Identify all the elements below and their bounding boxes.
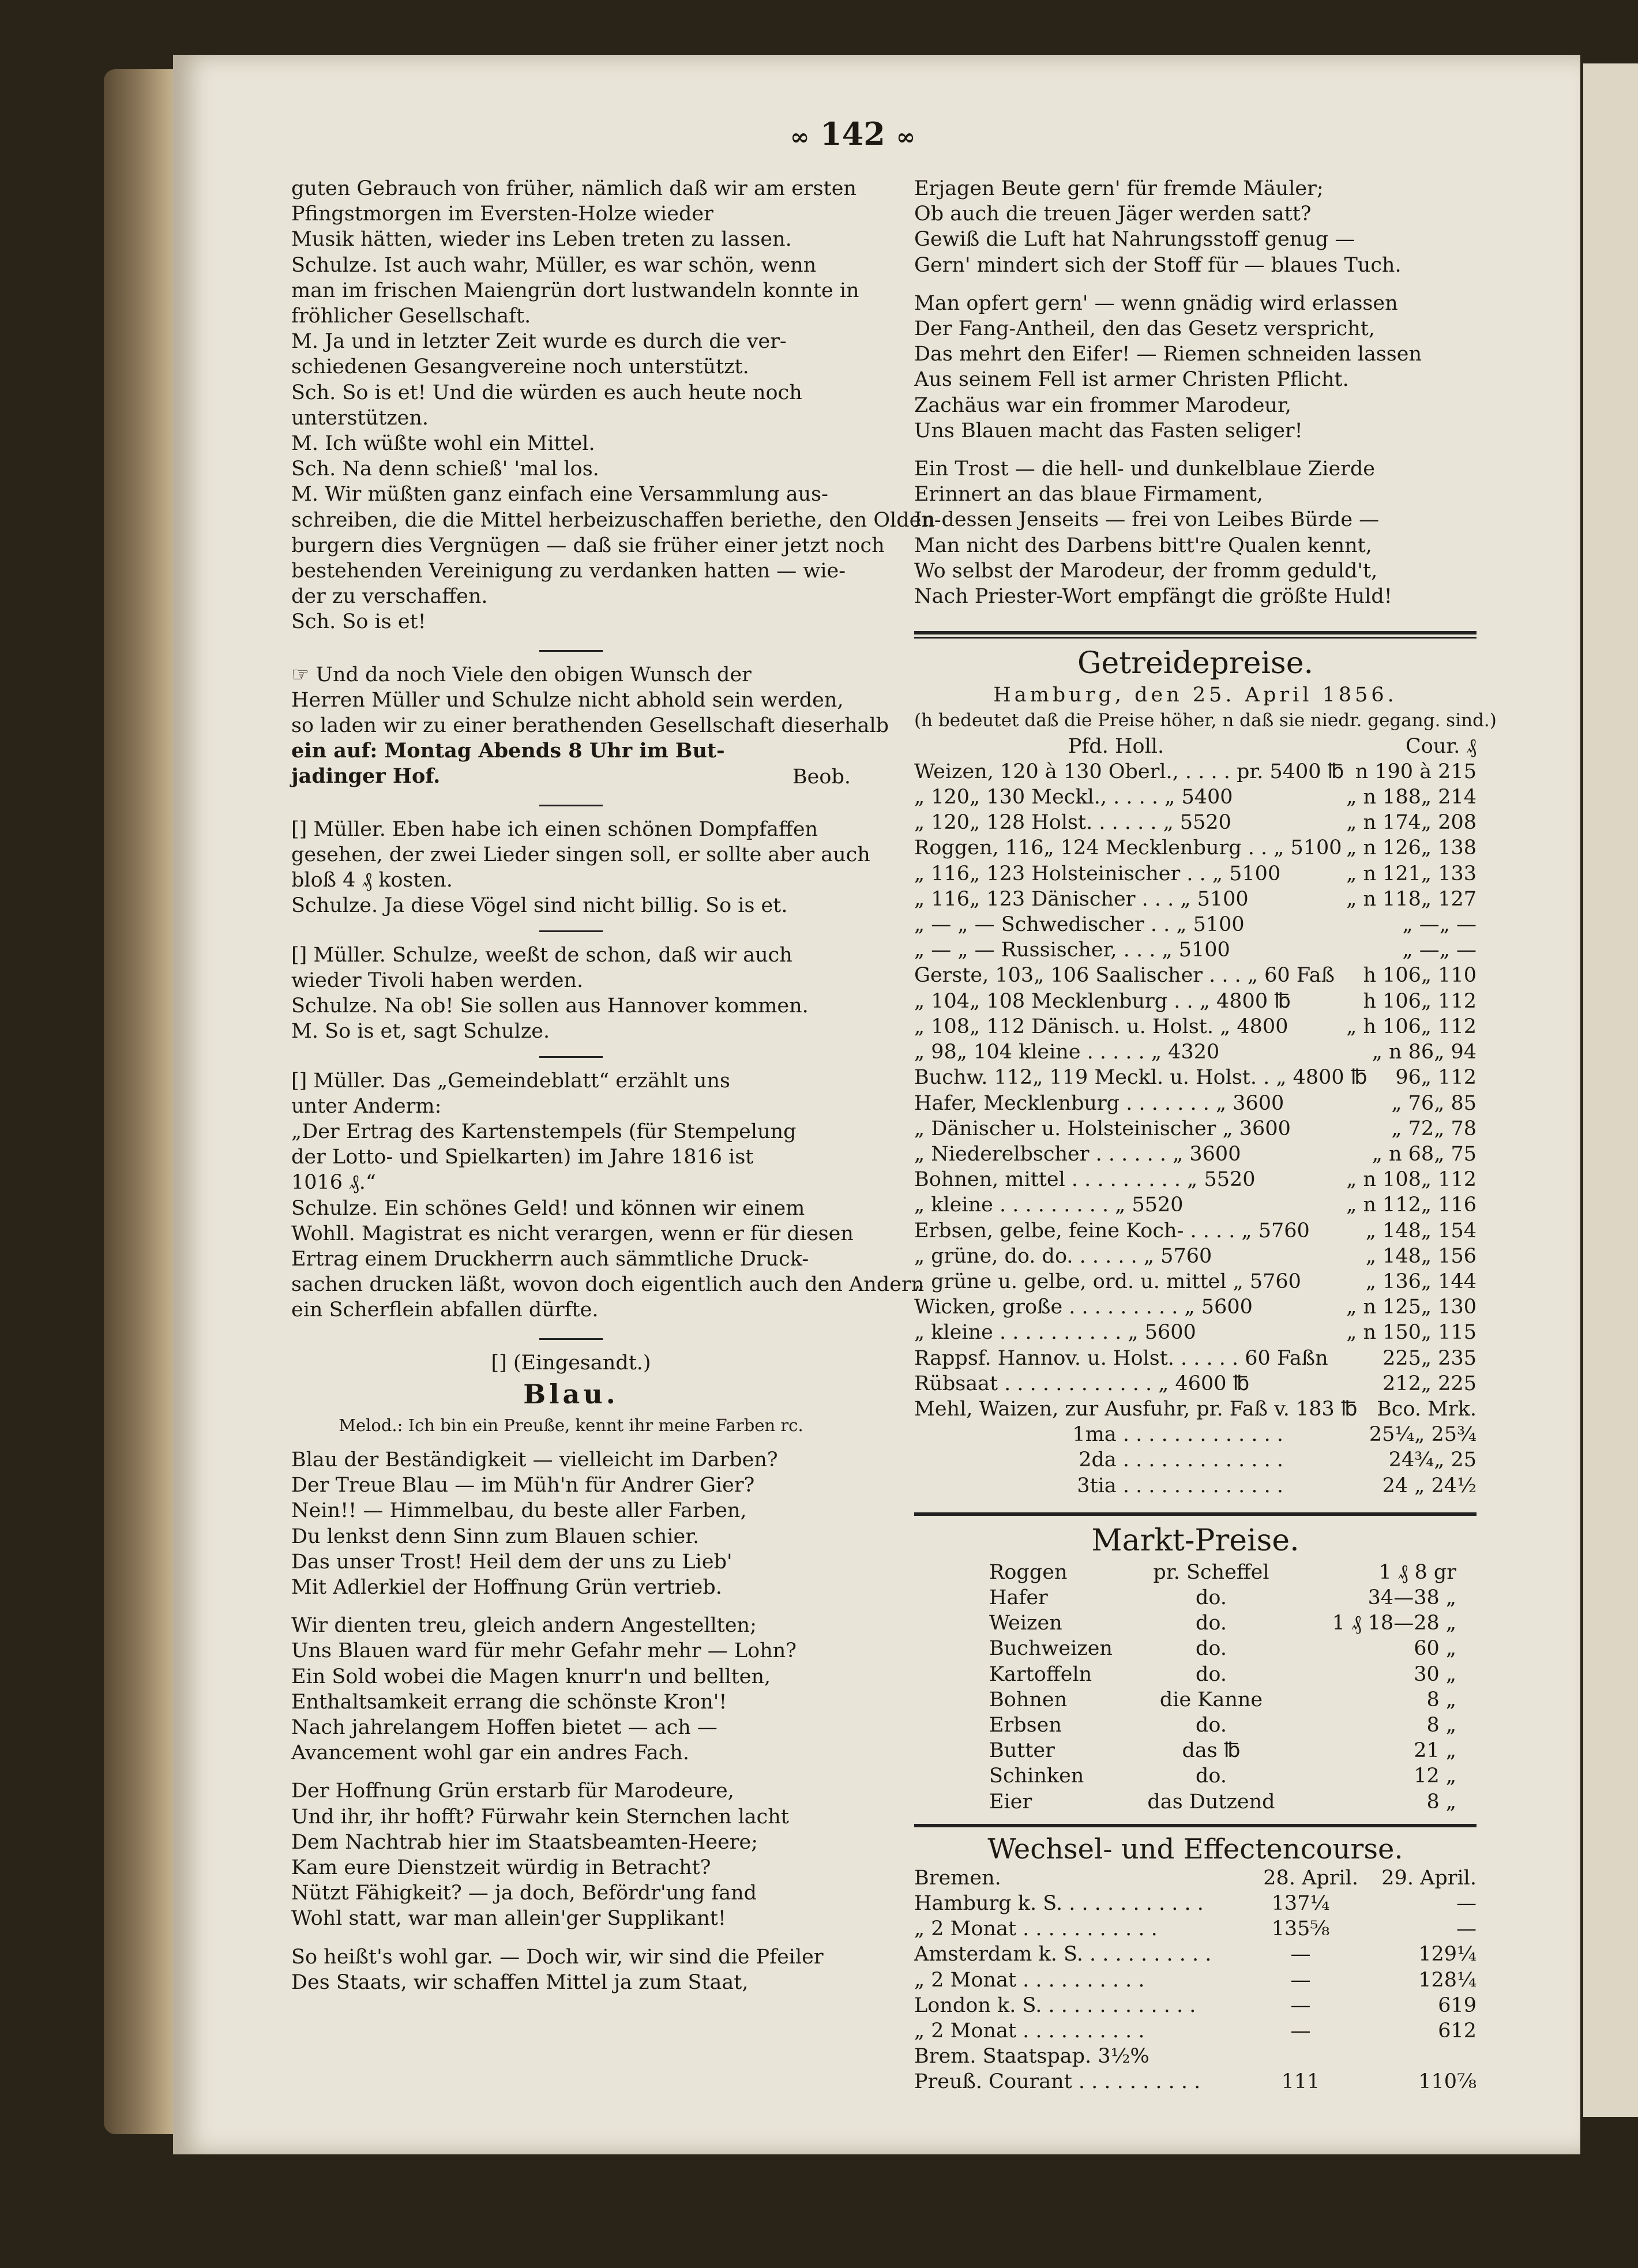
market-row-cell: Weizen	[989, 1612, 1062, 1635]
exchange-row-cell: Brem. Staatspap. 3½%	[914, 2045, 1149, 2068]
notice-line: ☞ Und da noch Viele den obigen Wunsch der	[291, 663, 752, 686]
dialog-line: [] Müller. Eben habe ich einen schönen Dompfaffen	[291, 817, 818, 841]
exchange-row-cell: 110⅞	[1418, 2070, 1477, 2094]
grain-row-cell: „ 116„ 123 Holsteinischer . . „ 5100	[914, 862, 1281, 885]
grain-row-cell: 25¼„ 25¾	[1369, 1423, 1477, 1447]
dialog-line: Schulze. Ja diese Vögel sind nicht billig. So is et.	[291, 894, 788, 918]
spacer	[291, 1438, 851, 1447]
poem-line: Und ihr, ihr hofft? Fürwahr kein Sternchen lacht	[291, 1805, 789, 1828]
grain-row	[914, 1447, 1477, 1473]
grain-place-date: Hamburg, den 25. April 1856.	[993, 684, 1397, 707]
poem-line: Das unser Trost! Heil dem der uns zu Lieb'	[291, 1550, 732, 1574]
market-row-cell: 12 „	[1414, 1764, 1456, 1788]
poem-title: Blau.	[523, 1378, 619, 1410]
grain-row-cell: „ n 125„ 130	[1346, 1296, 1477, 1319]
exchange-row-cell: —	[1456, 1891, 1477, 1915]
grain-row-cell: Wicken, große . . . . . . . . . „ 5600	[914, 1296, 1253, 1319]
page-number: ∞ 142 ∞	[790, 115, 916, 152]
market-row-cell: do.	[1196, 1586, 1227, 1609]
dialog-line: der Lotto- und Spielkarten) im Jahre 1816 ist	[291, 1146, 754, 1169]
grain-row	[914, 1218, 1477, 1244]
dialog-line: „Der Ertrag des Kartenstempels (für Stempelung	[291, 1120, 797, 1143]
exchange-row	[914, 2044, 1477, 2069]
grain-row-cell: „ n 86„ 94	[1372, 1041, 1477, 1064]
dialog-line: Ertrag einem Druckherrn auch sämmtliche Druck-	[291, 1247, 809, 1271]
right-column	[914, 176, 1497, 2095]
grain-row-cell: 24¾„ 25	[1388, 1448, 1477, 1472]
dialog-line: der zu verschaffen.	[291, 585, 488, 609]
dialog-line: Pfingstmorgen im Eversten-Holze wieder	[291, 202, 713, 226]
poem-line: Nach Priester-Wort empfängt die größte Huld!	[914, 585, 1392, 609]
poem-line: Avancement wohl gar ein andres Fach.	[291, 1741, 689, 1765]
spacer	[914, 609, 1477, 622]
rule	[914, 1824, 1477, 1827]
exchange-row-cell: 619	[1438, 1993, 1477, 2017]
grain-row	[914, 1116, 1477, 1141]
grain-row	[914, 963, 1477, 988]
dialog-line: Wohll. Magistrat es nicht verargen, wenn er für diesen	[291, 1222, 854, 1245]
poem-line: Kam eure Dienstzeit würdig in Betracht?	[291, 1856, 711, 1879]
grain-row-cell: „ —„ —	[1402, 913, 1477, 937]
grain-row-cell: „ 98„ 104 kleine . . . . . „ 4320	[914, 1041, 1220, 1064]
grain-row-cell: „ — „ — Russischer, . . . „ 5100	[914, 938, 1230, 962]
dialog-line: Schulze. Ein schönes Geld! und können wir einem	[291, 1196, 805, 1220]
grain-row	[914, 1473, 1477, 1499]
grain-row-cell: „ Niederelbscher . . . . . . „ 3600	[914, 1142, 1241, 1166]
grain-row	[914, 1192, 1477, 1218]
exchange-row-cell: 137¼	[1271, 1891, 1330, 1915]
dialog-line: Schulze. Ist auch wahr, Müller, es war schön, wenn	[291, 253, 817, 277]
poem-line: Nützt Fähigkeit? — ja doch, Befördr'ung fand	[291, 1882, 757, 1905]
exchange-row-cell: London k. S. . . . . . . . . . . . .	[914, 1993, 1196, 2017]
grain-row-cell: „ Dänischer u. Holsteinischer „ 3600	[914, 1117, 1291, 1140]
market-row	[914, 1738, 1477, 1763]
exchange-row-cell: 128¼	[1418, 1968, 1477, 1992]
grain-row	[914, 937, 1477, 963]
market-row	[914, 1662, 1477, 1687]
poem-line: Ein Sold wobei die Magen knurr'n und bellten,	[291, 1665, 771, 1688]
grain-row-cell: „ 148„ 156	[1365, 1244, 1477, 1268]
notice-line: Herren Müller und Schulze nicht abhold sein werden,	[291, 688, 844, 712]
grain-row-cell: „ 136„ 144	[1365, 1270, 1477, 1293]
poem-line: So heißt's wohl gar. — Doch wir, wir sind die Pfeiler	[291, 1945, 824, 1969]
dialog-line: [] Müller. Schulze, weeßt de schon, daß wir auch	[291, 943, 792, 967]
grain-row	[914, 1320, 1477, 1345]
exchange-row	[914, 2069, 1477, 2094]
dialog-line: man im frischen Maiengrün dort lustwandeln konnte in	[291, 279, 859, 302]
grain-row-cell: „ 120„ 128 Holst. . . . . . „ 5520	[914, 811, 1231, 835]
market-row-cell: 8 „	[1426, 1790, 1456, 1813]
exchange-row-cell: Amsterdam k. S. . . . . . . . . . .	[914, 1943, 1212, 1966]
separator-rule	[539, 1056, 603, 1058]
grain-row-cell: „ 76„ 85	[1391, 1091, 1477, 1115]
grain-row-cell: „ h 106„ 112	[1346, 1015, 1477, 1038]
grain-row-cell: 96„ 112	[1395, 1066, 1477, 1090]
market-row-cell: Eier	[989, 1790, 1032, 1813]
grain-row	[914, 861, 1477, 887]
dialog-line: unter Anderm:	[291, 1094, 442, 1118]
dialog-line: burgern dies Vergnügen — daß sie früher einer jetzt noch	[291, 534, 885, 557]
grain-row-cell: Rübsaat . . . . . . . . . . . . „ 4600 ℔	[914, 1372, 1250, 1395]
spacer	[914, 444, 1477, 456]
left-column	[291, 176, 941, 2008]
market-row-cell: Bohnen	[989, 1688, 1068, 1711]
market-row-cell: do.	[1196, 1713, 1227, 1737]
spacer	[291, 1995, 851, 2008]
grain-row	[914, 1091, 1477, 1116]
grain-row-cell: 3tia . . . . . . . . . . . . .	[1077, 1474, 1283, 1497]
poem-line: Ob auch die treuen Jäger werden satt?	[914, 202, 1312, 226]
grain-row	[914, 1014, 1477, 1039]
grain-row	[914, 784, 1477, 810]
separator-rule	[539, 650, 603, 652]
dialog-line: Sch. Na denn schieß' 'mal los.	[291, 457, 599, 481]
grain-row	[914, 1396, 1477, 1422]
dialog-line: schiedenen Gesangvereine noch unterstützt.	[291, 355, 749, 379]
grain-row-cell: Mehl, Waizen, zur Ausfuhr, pr. Faß v. 183 ℔	[914, 1397, 1358, 1421]
exchange-row-cell: —	[1290, 1968, 1311, 1992]
grain-header-cell: Cour. ₰	[1405, 734, 1477, 758]
poem-line: Der Hoffnung Grün erstarb für Marodeure,	[291, 1779, 734, 1803]
grain-header-cell: Pfd. Holl.	[1068, 734, 1164, 758]
grain-row-cell: 24 „ 24½	[1382, 1474, 1477, 1497]
poem-line: Wir dienten treu, gleich andern Angestellten;	[291, 1614, 757, 1638]
exchange-row-cell: Hamburg k. S. . . . . . . . . . . .	[914, 1891, 1204, 1915]
market-row-cell: 30 „	[1414, 1662, 1456, 1686]
grain-row-cell: Roggen, 116„ 124 Mecklenburg . . „ 5100	[914, 836, 1342, 860]
grain-row-cell: „ n 150„ 115	[1346, 1321, 1477, 1345]
poem-line: Ein Trost — die hell- und dunkelblaue Zierde	[914, 457, 1376, 481]
grain-row-cell: 1ma . . . . . . . . . . . . .	[1072, 1423, 1283, 1447]
market-row-cell: do.	[1196, 1637, 1227, 1661]
poem-line: Der Fang-Antheil, den das Gesetz verspricht,	[914, 317, 1375, 341]
poem-line: Man nicht des Darbens bitt're Qualen kennt,	[914, 534, 1372, 557]
spacer	[914, 278, 1477, 291]
grain-row-cell: „ 148„ 154	[1365, 1219, 1477, 1242]
grain-header	[914, 734, 1477, 759]
grain-row-cell: „ kleine . . . . . . . . . . „ 5600	[914, 1321, 1196, 1345]
spacer	[914, 1499, 1477, 1503]
dialog-line: ein Scherflein abfallen dürfte.	[291, 1298, 599, 1322]
grain-row-cell: „ n 108„ 112	[1346, 1168, 1477, 1192]
dialog-line: fröhlicher Gesellschaft.	[291, 305, 531, 328]
poem-line: Des Staats, wir schaffen Mittel ja zum Staat,	[291, 1970, 749, 1994]
market-row-cell: Schinken	[989, 1764, 1084, 1788]
dialog-line: M. Ich wüßte wohl ein Mittel.	[291, 432, 595, 456]
spacer	[291, 1323, 851, 1329]
grain-row-cell: „ n 112„ 116	[1346, 1193, 1477, 1217]
exchange-row-cell: 111	[1281, 2070, 1320, 2094]
poem-line: Uns Blauen ward für mehr Gefahr mehr — Lohn?	[291, 1639, 797, 1663]
dialog-line: 1016 ₰.“	[291, 1171, 376, 1195]
separator-rule	[539, 930, 603, 932]
dialog-line: schreiben, die die Mittel herbeizuschaffen beriethe, den Olden-	[291, 508, 941, 532]
exchange-row	[914, 1891, 1477, 1916]
grain-row	[914, 810, 1477, 835]
dialog-line: Musik hätten, wieder ins Leben treten zu lassen.	[291, 228, 792, 251]
grain-row-cell: „ grüne u. gelbe, ord. u. mittel „ 5760	[914, 1270, 1301, 1293]
grain-row-cell: „ n 188„ 214	[1346, 786, 1477, 809]
exchange-row	[914, 2018, 1477, 2044]
poem-line: Aus seinem Fell ist armer Christen Pflicht.	[914, 368, 1349, 392]
exchange-row-cell: „ 2 Monat . . . . . . . . . .	[914, 2019, 1145, 2042]
exchange-row	[914, 1942, 1477, 1967]
spacer	[291, 1600, 851, 1613]
grain-row	[914, 1422, 1477, 1447]
market-row-cell: das ℔	[1182, 1739, 1241, 1763]
exchange-row-cell: —	[1290, 1993, 1311, 2017]
dialog-line: gesehen, der zwei Lieder singen soll, er sollte aber auch	[291, 843, 870, 867]
poem-line: Erinnert an das blaue Firmament,	[914, 483, 1263, 506]
poem-line: Nein!! — Himmelbau, du beste aller Farben,	[291, 1499, 747, 1523]
exchange-row-cell: „ 2 Monat . . . . . . . . . .	[914, 1968, 1145, 1992]
market-row	[914, 1713, 1477, 1738]
poem-line: Der Treue Blau — im Müh'n für Andrer Gier?	[291, 1474, 755, 1497]
grain-prices-title: Getreidepreise.	[1077, 646, 1314, 681]
exchange-row-cell: 129¼	[1418, 1943, 1477, 1966]
grain-row-cell: 2da . . . . . . . . . . . . .	[1079, 1448, 1283, 1472]
grain-row-cell: „ 104„ 108 Mecklenburg . . „ 4800 ℔	[914, 989, 1291, 1013]
dialog-line: bloß 4 ₰ kosten.	[291, 869, 453, 892]
dialog-line: guten Gebrauch von früher, nämlich daß wir am ersten	[291, 177, 856, 200]
notice-line: jadinger Hof.	[291, 764, 441, 788]
grain-row	[914, 1269, 1477, 1294]
grain-row-cell: Rappsf. Hannov. u. Holst. . . . . . 60 Faßn	[914, 1346, 1328, 1370]
spacer	[291, 919, 851, 921]
market-row-cell: 1 ₰ 18—28 „	[1332, 1612, 1456, 1635]
market-row-cell: 21 „	[1414, 1739, 1456, 1763]
poem-line: Zachäus war ein frommer Marodeur,	[914, 393, 1291, 417]
grain-row-cell: n 190 à 215	[1355, 760, 1477, 783]
market-row-cell: do.	[1196, 1612, 1227, 1635]
exchange-row	[914, 1967, 1477, 1993]
exchange-row-cell	[1358, 2044, 1477, 2069]
grain-row-cell: Bohnen, mittel . . . . . . . . . „ 5520	[914, 1168, 1256, 1192]
market-row-cell: die Kanne	[1159, 1688, 1263, 1711]
market-row	[914, 1585, 1477, 1610]
market-row-cell: Roggen	[989, 1560, 1068, 1584]
grain-row-cell: „ kleine . . . . . . . . . „ 5520	[914, 1193, 1184, 1217]
dialog-line: bestehenden Vereinigung zu verdanken hatten — wie-	[291, 560, 846, 583]
dialog-line: Schulze. Na ob! Sie sollen aus Hannover kommen.	[291, 994, 809, 1018]
market-row-cell: 34—38 „	[1367, 1586, 1456, 1609]
grain-row-cell: h 106„ 110	[1363, 964, 1477, 987]
spacer	[291, 635, 851, 641]
notice-line: ein auf: Montag Abends 8 Uhr im But-	[291, 739, 725, 763]
poem-line: Man opfert gern' — wenn gnädig wird erlassen	[914, 291, 1398, 315]
spacer	[291, 1045, 851, 1047]
dialog-line: M. Ja und in letzter Zeit wurde es durch die ver-	[291, 330, 787, 354]
dialog-line: M. Wir müßten ganz einfach eine Versammlung aus-	[291, 483, 828, 506]
exchange-row-cell: —	[1290, 2019, 1311, 2042]
notice-line: so laden wir zu einer berathenden Gesellschaft dieserhalb	[291, 714, 889, 738]
dialog-line: unterstützen.	[291, 406, 429, 430]
grain-row-cell: 212„ 225	[1382, 1372, 1477, 1395]
poem-line: Gewiß die Luft hat Nahrungsstoff genug —	[914, 228, 1355, 251]
exchange-row	[914, 1916, 1477, 1942]
grain-row-cell: „ 116„ 123 Dänischer . . . „ 5100	[914, 887, 1249, 911]
grain-row	[914, 1346, 1477, 1371]
market-row-cell: 1 ₰ 8 gr	[1378, 1560, 1456, 1584]
grain-row-cell: „ grüne, do. do. . . . . . „ 5760	[914, 1244, 1212, 1268]
grain-row	[914, 759, 1477, 784]
market-row	[914, 1560, 1477, 1585]
dialog-line: [] Müller. Das „Gemeindeblatt“ erzählt uns	[291, 1069, 730, 1092]
separator-rule	[539, 1338, 603, 1340]
exchange-row-cell: —	[1290, 1943, 1311, 1966]
rule	[914, 1512, 1477, 1516]
market-row-cell: 60 „	[1414, 1637, 1456, 1661]
poem-line: Enthaltsamkeit errang die schönste Kron'!	[291, 1690, 727, 1714]
exchange-header-cell: Bremen.	[914, 1866, 1001, 1890]
poem-line: Uns Blauen macht das Fasten seliger!	[914, 419, 1303, 442]
exchange-header	[914, 1865, 1477, 1891]
facing-page-edge	[1583, 63, 1638, 2117]
market-row-cell: Buchweizen	[989, 1637, 1113, 1661]
exchange-row-cell	[1243, 2044, 1358, 2069]
market-row-cell: Butter	[989, 1739, 1055, 1763]
market-row-cell: do.	[1196, 1662, 1227, 1686]
grain-row-cell: h 106„ 112	[1363, 989, 1477, 1013]
market-row-cell: 8 „	[1426, 1713, 1456, 1737]
market-row-cell: Hafer	[989, 1586, 1048, 1609]
grain-row-cell: Hafer, Mecklenburg . . . . . . . „ 3600	[914, 1091, 1284, 1115]
poem-line: Blau der Beständigkeit — vielleicht im Darben?	[291, 1448, 778, 1471]
grain-row	[914, 1141, 1477, 1167]
poem-line: Nach jahrelangem Hoffen bietet — ach —	[291, 1715, 717, 1739]
poem-line: In dessen Jenseits — frei von Leibes Bürde —	[914, 508, 1380, 532]
notice-line: Beob.	[792, 765, 851, 788]
grain-row	[914, 1244, 1477, 1269]
spacer	[291, 1932, 851, 1944]
grain-row-cell: „ —„ —	[1402, 938, 1477, 962]
grain-row-cell: „ n 118„ 127	[1346, 887, 1477, 911]
dialog-line: Sch. So is et!	[291, 610, 426, 634]
grain-row-cell: Weizen, 120 à 130 Oberl., . . . . pr. 5400 ℔	[914, 760, 1344, 783]
market-row-cell: Kartoffeln	[989, 1662, 1092, 1686]
exchange-row-cell: Preuß. Courant . . . . . . . . . .	[914, 2070, 1201, 2094]
market-row-cell: das Dutzend	[1147, 1790, 1275, 1813]
dialog-line: Sch. So is et! Und die würden es auch heute noch	[291, 381, 802, 404]
grain-row	[914, 1065, 1477, 1090]
market-row	[914, 1610, 1477, 1636]
grain-row	[914, 989, 1477, 1014]
exchange-row-cell: 135⅝	[1271, 1917, 1330, 1941]
grain-row	[914, 835, 1477, 861]
grain-row-cell: Gerste, 103„ 106 Saalischer . . . „ 60 Faß	[914, 964, 1335, 987]
poem-line: Du lenkst denn Sinn zum Blauen schier.	[291, 1524, 700, 1548]
spacer	[291, 1766, 851, 1778]
market-row-cell: pr. Scheffel	[1153, 1560, 1269, 1584]
dialog-line: sachen drucken läßt, wovon doch eigentlich auch den Andern	[291, 1273, 925, 1297]
market-row	[914, 1789, 1477, 1815]
grain-row	[914, 912, 1477, 937]
market-row	[914, 1636, 1477, 1661]
poem-line: Dem Nachtrab hier im Staatsbeamten-Heere;	[291, 1830, 758, 1854]
dialog-line: wieder Tivoli haben werden.	[291, 968, 584, 992]
exchange-header-cell: 28. April.	[1263, 1866, 1358, 1890]
poem-intro: [] (Eingesandt.)	[491, 1351, 651, 1375]
grain-note: (h bedeutet daß die Preise höher, n daß sie niedr. gegang. sind.)	[914, 710, 1497, 731]
market-row-cell: 8 „	[1426, 1688, 1456, 1711]
poem-line: Wo selbst der Marodeur, der fromm geduld't,	[914, 559, 1378, 583]
market-row-cell: Erbsen	[989, 1713, 1062, 1737]
grain-row	[914, 1167, 1477, 1192]
grain-row-cell: 225„ 235	[1382, 1346, 1477, 1370]
grain-row-cell: „ 108„ 112 Dänisch. u. Holst. „ 4800	[914, 1015, 1288, 1038]
grain-row-cell: „ n 174„ 208	[1346, 811, 1477, 835]
grain-row	[914, 1294, 1477, 1320]
market-row	[914, 1687, 1477, 1713]
poem-line: Das mehrt den Eifer! — Riemen schneiden lassen	[914, 343, 1422, 366]
exchange-header-cell: 29. April.	[1381, 1866, 1477, 1890]
grain-row-cell: „ 72„ 78	[1391, 1117, 1477, 1140]
poem-line: Mit Adlerkiel der Hoffnung Grün vertrieb.	[291, 1575, 722, 1599]
double-rule	[914, 637, 1477, 639]
poem-line: Gern' mindert sich der Stoff für — blaues Tuch.	[914, 253, 1402, 277]
dialog-line: M. So is et, sagt Schulze.	[291, 1020, 550, 1043]
grain-row	[914, 887, 1477, 912]
spacer	[291, 790, 851, 795]
grain-row-cell: Buchw. 112„ 119 Meckl. u. Holst. . „ 4800 ℔	[914, 1066, 1367, 1090]
market-row-cell: do.	[1196, 1764, 1227, 1788]
grain-row-cell: „ n 126„ 138	[1346, 836, 1477, 860]
grain-row-cell: „ — „ — Schwedischer . . „ 5100	[914, 913, 1245, 937]
exchange-row-cell: „ 2 Monat . . . . . . . . . . .	[914, 1917, 1158, 1941]
market-prices-title: Markt-Preise.	[1091, 1523, 1299, 1558]
double-rule	[914, 631, 1477, 634]
poem-line: Erjagen Beute gern' für fremde Mäuler;	[914, 177, 1324, 200]
grain-row-cell: Bco. Mrk.	[1377, 1397, 1477, 1421]
poem-line: Wohl statt, war man allein'ger Supplikant!	[291, 1907, 726, 1931]
exchange-row-cell: —	[1456, 1917, 1477, 1941]
grain-row	[914, 1371, 1477, 1396]
grain-row-cell: „ n 121„ 133	[1346, 862, 1477, 885]
separator-rule	[539, 805, 603, 806]
grain-row-cell: Erbsen, gelbe, feine Koch- . . . . „ 5760	[914, 1219, 1310, 1242]
exchange-title: Wechsel- und Effectencourse.	[987, 1833, 1403, 1865]
grain-row-cell: „ n 68„ 75	[1372, 1142, 1477, 1166]
grain-row-cell: „ 120„ 130 Meckl., . . . . „ 5400	[914, 786, 1233, 809]
poem-melody: Melod.: Ich bin ein Preuße, kennt ihr meine Farben rc.	[339, 1415, 803, 1435]
grain-row	[914, 1039, 1477, 1065]
exchange-row-cell: 612	[1438, 2019, 1477, 2042]
market-row	[914, 1763, 1477, 1789]
exchange-row	[914, 1993, 1477, 2018]
